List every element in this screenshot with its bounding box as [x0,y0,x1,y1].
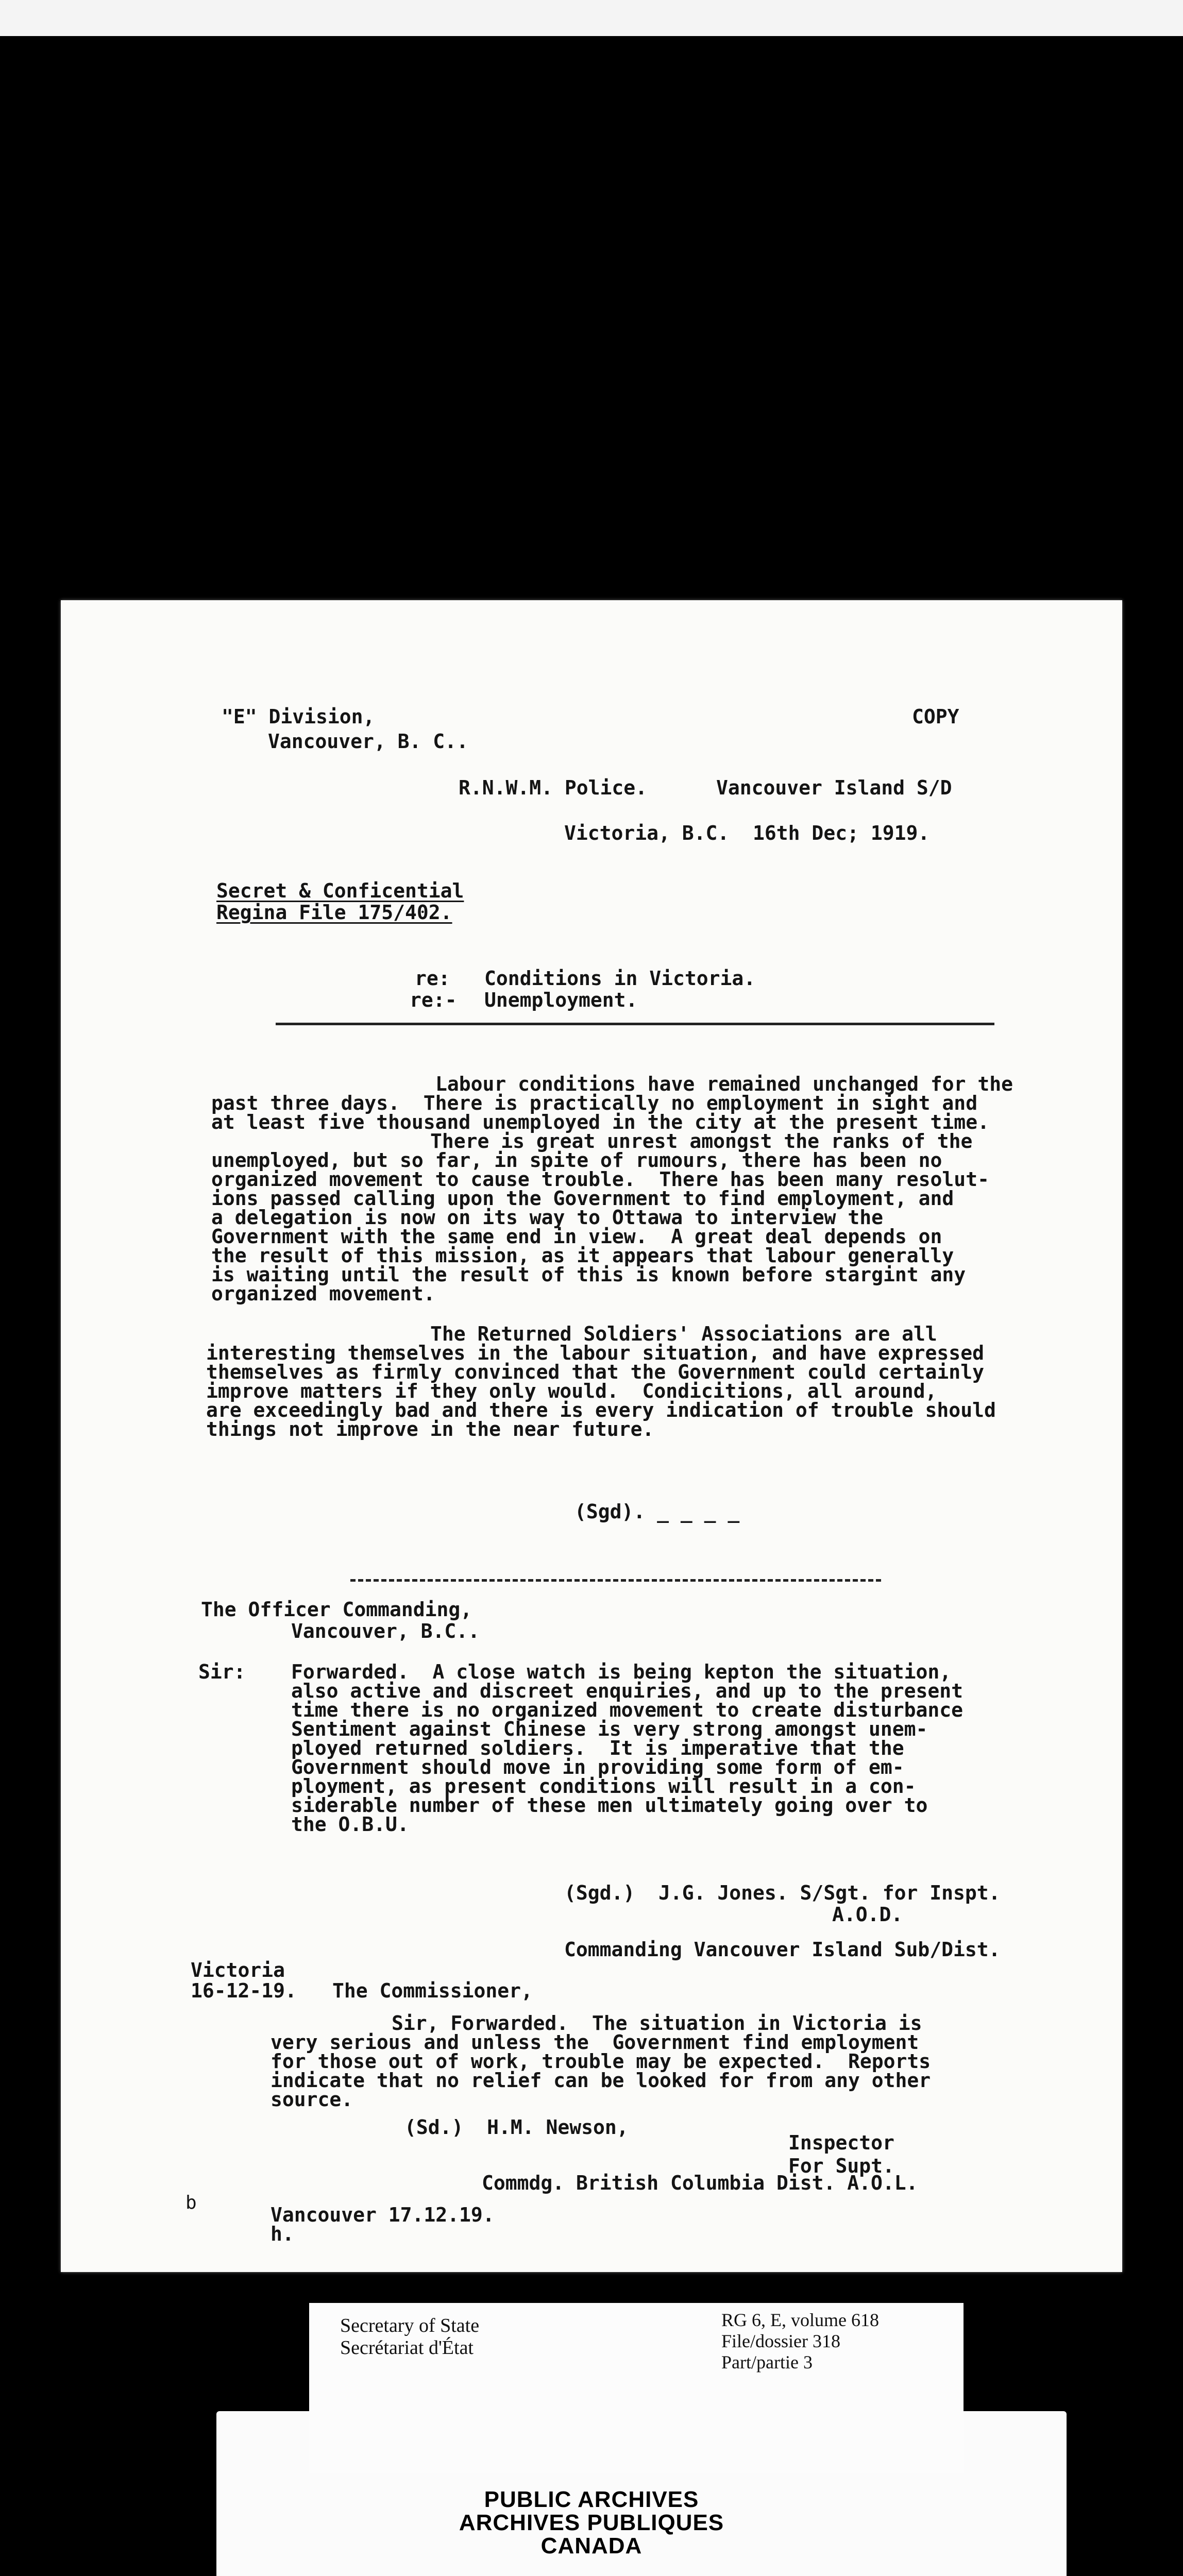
archive-title-fr: ARCHIVES PUBLIQUES [459,2510,724,2535]
forward-line-9: the O.B.U. [291,1813,409,1836]
second-forward-line-5: source. [271,2088,353,2111]
subject-label-2: re:- [410,989,457,1011]
para1-line-9: Government with the same end in view. A great deal depends on [211,1225,942,1248]
para1-line-6: organized movement to cause trouble. There has been many resolut- [211,1168,989,1191]
second-forward-signature-for: For Supt. [788,2155,894,2177]
para1-line-8: a delegation is now on its way to Ottawa to interview the [211,1206,884,1229]
para1-line-11: is waiting until the result of this is known before stargint any [211,1263,966,1286]
archive-title-country: CANADA [540,2533,643,2558]
second-forward-line-1: Sir, Forwarded. The situation in Victoria is [392,2012,922,2035]
para1-line-7: ions passed calling upon the Government to find employment, and [211,1187,954,1210]
para1-line-5: unemployed, but so far, in spite of rumours, there has been no [211,1149,942,1172]
archive-label-join [309,2411,964,2473]
forward-line-1: Forwarded. A close watch is being kepton the situation, [291,1660,952,1683]
subject-label-1: re: [415,967,450,990]
para2-line-6: things not improve in the near future. [206,1418,654,1440]
forward-salutation: Sir: [198,1660,246,1683]
para2-line-4: improve matters if they only would. Condicitions, all around, [206,1380,937,1402]
para2-line-1: The Returned Soldiers' Associations are all [430,1323,937,1345]
addressee-line-1: The Officer Commanding, [201,1598,472,1621]
forward-line-7: ployment, as present conditions will result in a con- [291,1775,916,1798]
forward-line-4: Sentiment against Chinese is very strong amongst unem- [291,1718,928,1740]
copy-label: COPY [912,705,959,728]
forward-line-6: Government should move in providing some form of em- [291,1756,904,1778]
forward-line-2: also active and discreet enquiries, and up to the present [291,1680,964,1702]
dept-english: Secretary of State [340,2315,480,2336]
para1-line-12: organized movement. [211,1282,435,1305]
second-forward-place: Victoria [191,1959,285,1981]
closing-initial: h. [271,2223,294,2245]
classification-line-2: Regina File 175/402. [216,901,452,924]
location-line: Vancouver, B. C.. [268,730,468,753]
subject-rule [276,1023,994,1025]
closing-place-date: Vancouver 17.12.19. [271,2204,495,2226]
dept-french: Secrétariat d'État [340,2337,474,2359]
force-name: R.N.W.M. Police. [459,776,648,799]
subject-text-2: Unemployment. [484,989,638,1011]
second-forward-line-4: indicate that no relief can be looked for from any other [271,2069,931,2092]
forward-line-3: time there is no organized movement to create disturbance [291,1699,964,1721]
film-border-top [0,0,1183,36]
second-forward-signature-title: Commdg. British Columbia Dist. A.O.L. [482,2172,918,2194]
para1-line-4: There is great unrest amongst the ranks of the [430,1130,973,1153]
para2-line-2: interesting themselves in the labour situation, and have expressed [206,1342,984,1364]
dashed-separator [350,1579,881,1582]
forward-signature-rank: A.O.D. [832,1903,903,1926]
second-forward-signature-rank: Inspector [788,2131,894,2154]
forward-signature-title: Commanding Vancouver Island Sub/Dist. [564,1938,1001,1961]
archive-ref-part: Part/partie 3 [721,2352,813,2372]
forward-signature: (Sgd.) J.G. Jones. S/Sgt. for Inspt. [564,1882,1001,1904]
archive-title-en: PUBLIC ARCHIVES [484,2487,699,2512]
para2-line-5: are exceedingly bad and there is every indication of trouble should [206,1399,996,1421]
margin-mark: b [185,2192,197,2213]
forward-line-8: siderable number of these men ultimately going over to [291,1794,928,1817]
archive-ref-volume: RG 6, E, volume 618 [721,2310,879,2330]
para1-line-10: the result of this mission, as it appears that labour generally [211,1244,954,1267]
forward-line-5: ployed returned soldiers. It is imperative that the [291,1737,904,1759]
para1-line-3: at least five thousand unemployed in the city at the present time. [211,1111,989,1133]
signature-1: (Sgd). _ _ _ _ [574,1500,740,1523]
second-forward-signature: (Sd.) H.M. Newson, [404,2116,629,2139]
archive-ref-file: File/dossier 318 [721,2331,840,2351]
para1-line-2: past three days. There is practically no employment in sight and [211,1092,978,1114]
second-forward-line-2: very serious and unless the Government find employment [271,2031,919,2054]
para2-line-3: themselves as firmly convinced that the Government could certainly [206,1361,984,1383]
para1-line-1: Labour conditions have remained unchanged for the [435,1073,1013,1095]
second-forward-addressee: The Commissioner, [332,1979,533,2002]
place-date: Victoria, B.C. 16th Dec; 1919. [564,822,930,844]
division-line: "E" Division, [222,705,375,728]
second-forward-line-3: for those out of work, trouble may be expected. Reports [271,2050,931,2073]
subdistrict-name: Vancouver Island S/D [716,776,952,799]
classification-line-1: Secret & Conficential [216,879,464,902]
subject-text-1: Conditions in Victoria. [484,967,756,990]
second-forward-date: 16-12-19. [191,1979,297,2002]
addressee-line-2: Vancouver, B.C.. [291,1620,480,1642]
